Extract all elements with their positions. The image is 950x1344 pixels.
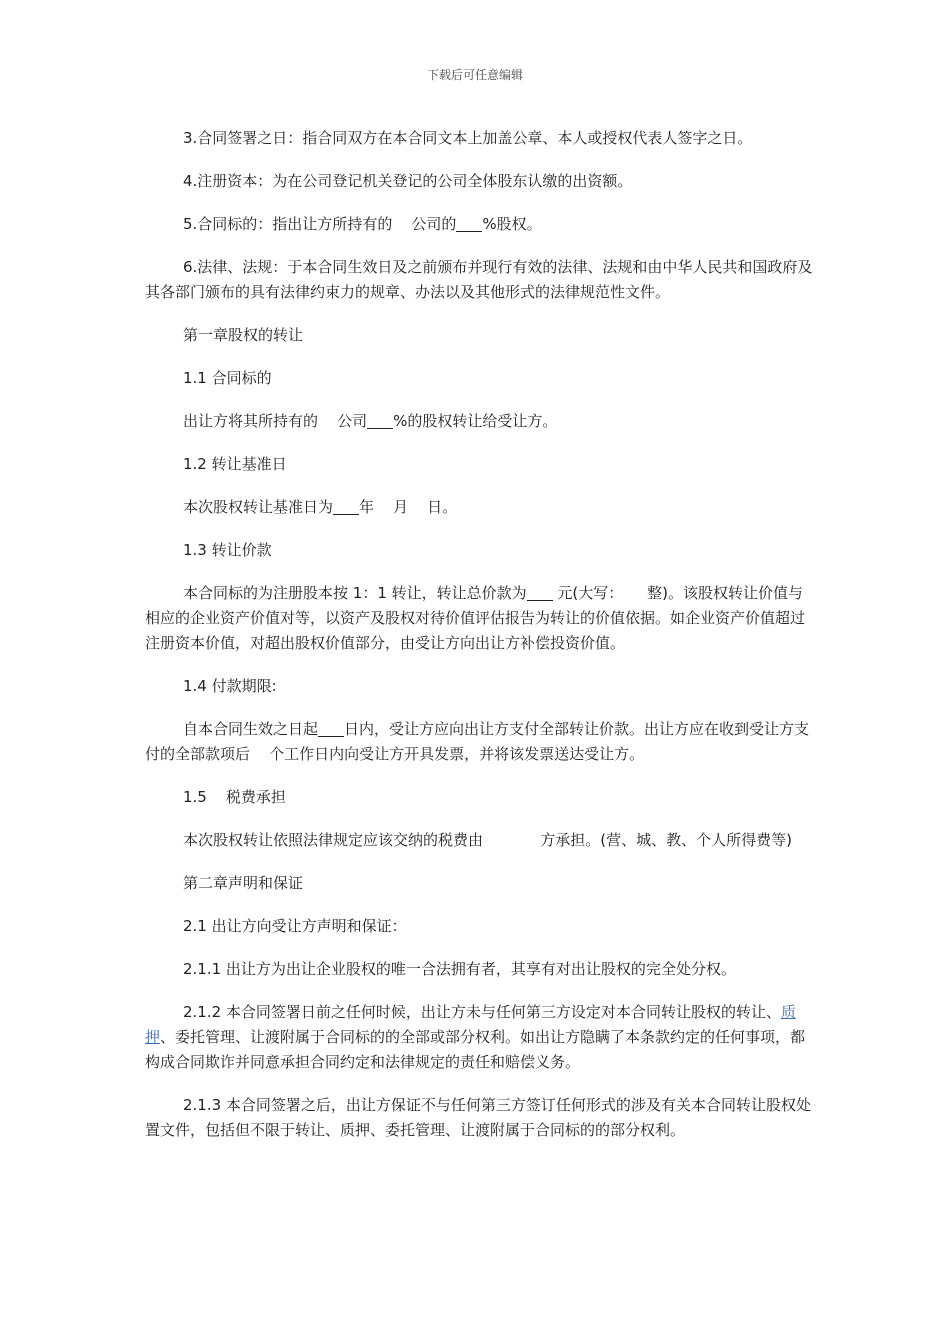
- chapter-2-heading: 第二章声明和保证: [183, 874, 304, 892]
- definition-5: [145, 212, 815, 237]
- section-1-2-heading: 1.2 转让基准日: [183, 455, 287, 473]
- blank-field: [318, 718, 344, 737]
- section-1-2-prefix: 本次股权转让基准日为: [183, 498, 334, 516]
- definition-5-text: 5.合同标的：指出让方所持有的 公司的: [183, 215, 457, 233]
- pledge-link[interactable]: 质押: [145, 1003, 796, 1046]
- blank-field: [333, 496, 359, 515]
- section-2-1-2-text: [145, 1000, 815, 1075]
- section-1-5-heading: 1.5 税费承担: [183, 788, 286, 806]
- section-2-1-1-text: 2.1.1 出让方为出让企业股权的唯一合法拥有者，其享有对出让股权的完全处分权。: [183, 960, 736, 978]
- section-1-3-heading: 1.3 转让价款: [183, 541, 272, 559]
- section-2-1-heading: 2.1 出让方向受让方声明和保证：: [183, 917, 407, 935]
- definition-6: 6.法律、法规：于本合同生效日及之前颁布并现行有效的法律、法规和由中华人民共和国政府及其各部门颁布的具有法律约束力的规章、办法以及其他形式的法律规范性文件。: [145, 258, 813, 301]
- section-1-1-suffix: %的股权转让给受让方。: [393, 412, 558, 430]
- definition-5-suffix: %股权。: [482, 215, 542, 233]
- blank-field: [367, 410, 393, 429]
- definition-3: 3.合同签署之日：指合同双方在本合同文本上加盖公章、本人或授权代表人签字之日。: [183, 129, 753, 147]
- document-body: [145, 126, 815, 1161]
- blank-field: [527, 582, 553, 601]
- section-1-2-text: [145, 495, 815, 520]
- chapter-1-heading: 第一章股权的转让: [183, 326, 304, 344]
- section-1-3-text: [145, 581, 815, 656]
- section-1-4-suffix: 日内，受让方应向出让方支付全部转让价款。出让方应在收到受让方支付的全部款项后 个工作日内向受让方开具发票，并将该发票送达受让方。: [145, 720, 810, 763]
- section-1-5-text: 本次股权转让依照法律规定应该交纳的税费由 方承担。(营、城、教、个人所得费等): [183, 831, 792, 849]
- section-1-4-heading: 1.4 付款期限:: [183, 677, 277, 695]
- page-header: 下载后可任意编辑: [426, 68, 523, 82]
- section-1-1-heading: 1.1 合同标的: [183, 369, 272, 387]
- section-1-4-text: [145, 717, 815, 767]
- section-1-4-prefix: 自本合同生效之日起: [183, 720, 319, 738]
- definition-4: 4.注册资本：为在公司登记机关登记的公司全体股东认缴的出资额。: [183, 172, 633, 190]
- section-1-3-suffix: 元(大写： 整)。该股权转让价值与相应的企业资产价值对等，以资产及股权对待价值评估报告为转让的价值依据。如企业资产价值超过注册资本价值，对超出股权价值部分，由受让方向出让方补偿投资价值。: [145, 584, 806, 652]
- section-2-1-2-suffix: 、委托管理、让渡附属于合同标的的全部或部分权利。如出让方隐瞒了本条款约定的任何事项，都构成合同欺诈并同意承担合同约定和法律规定的责任和赔偿义务。: [145, 1028, 806, 1071]
- section-2-1-2-prefix: 2.1.2 本合同签署日前之任何时候，出让方未与任何第三方设定对本合同转让股权的转让、: [183, 1003, 781, 1021]
- section-1-2-suffix: 年 月 日。: [359, 498, 458, 516]
- section-2-1-3-text: 2.1.3 本合同签署之后，出让方保证不与任何第三方签订任何形式的涉及有关本合同转让股权处置文件，包括但不限于转让、质押、委托管理、让渡附属于合同标的的部分权利。: [145, 1096, 811, 1139]
- blank-field: [456, 213, 482, 232]
- section-1-1-text: [145, 409, 815, 434]
- section-1-1-prefix: 出让方将其所持有的 公司: [183, 412, 368, 430]
- section-1-3-prefix: 本合同标的为注册股本按 1：1 转让，转让总价款为: [183, 584, 527, 602]
